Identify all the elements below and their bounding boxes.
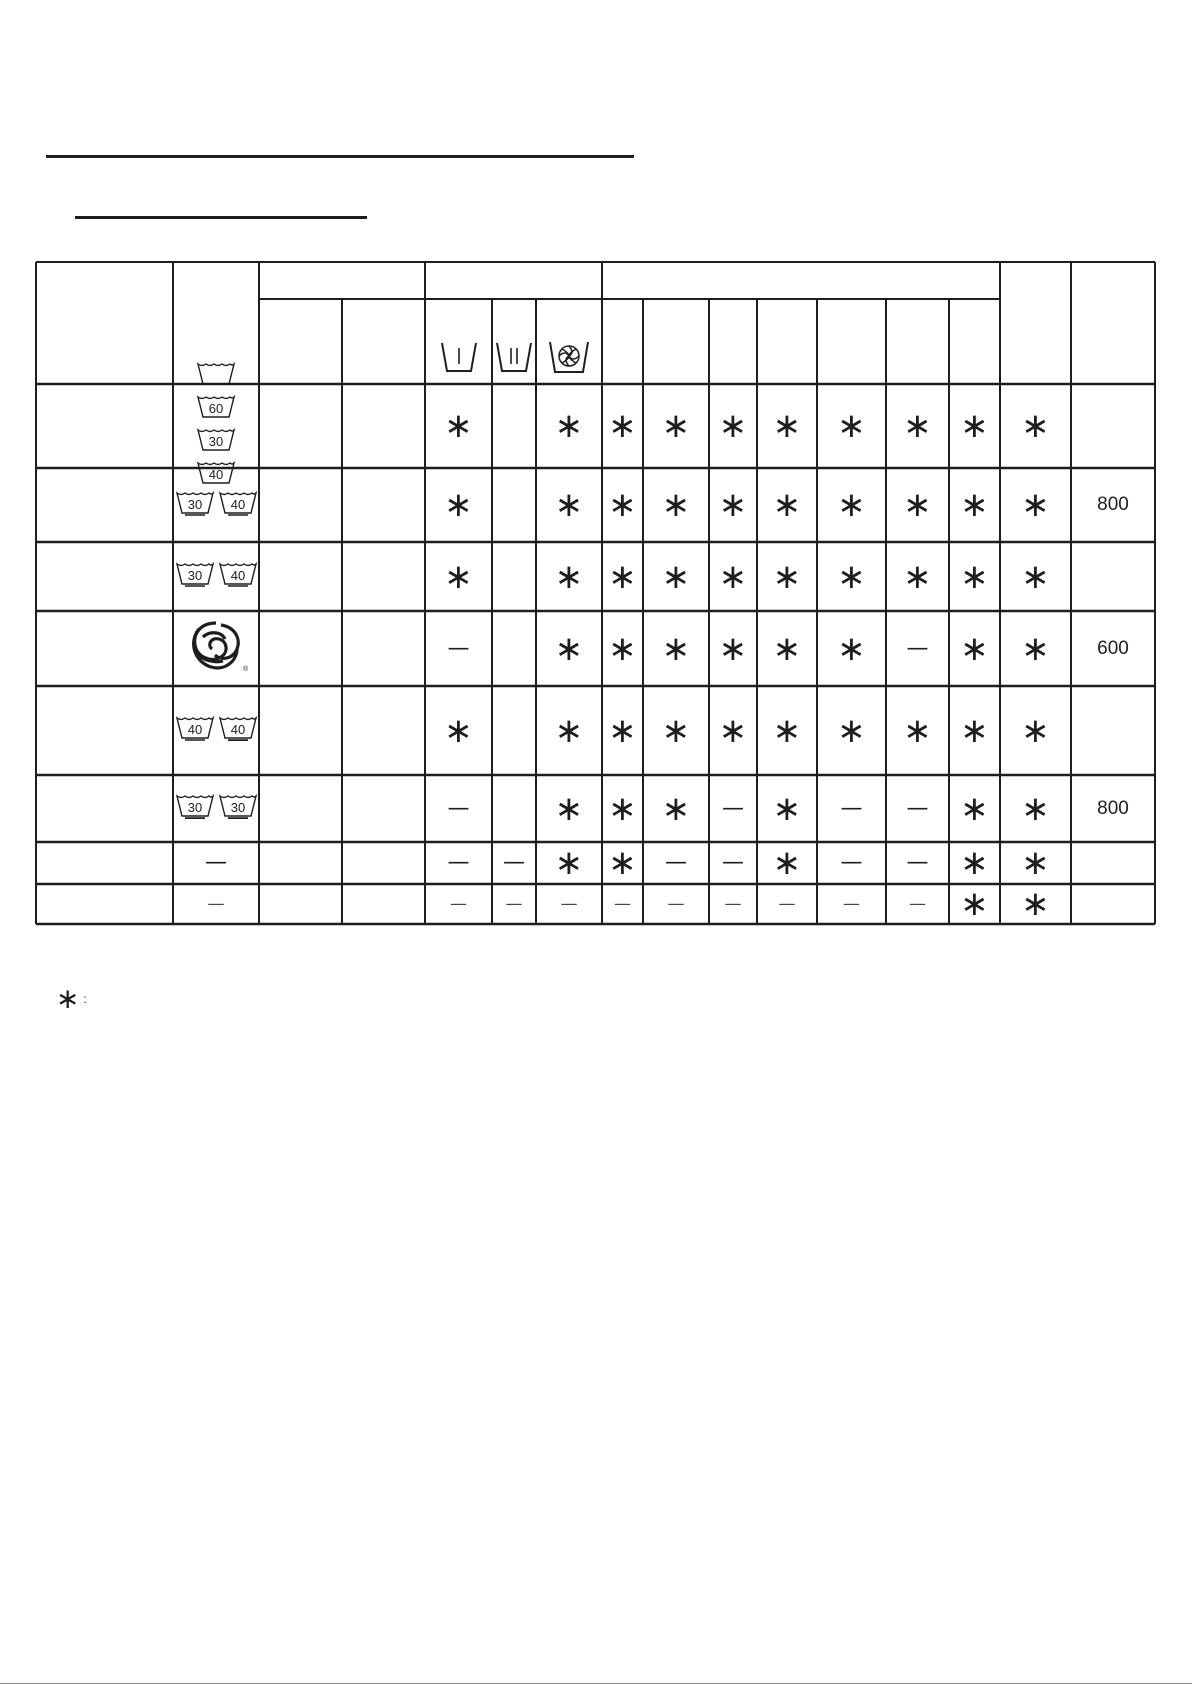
not-available-dash: — xyxy=(560,893,578,914)
availability-cell xyxy=(603,885,642,923)
spin-speed-value: 800 xyxy=(1097,494,1129,515)
availability-cell xyxy=(603,687,642,774)
spin-speed-value: 600 xyxy=(1097,637,1129,659)
available-star-icon: ∗ xyxy=(772,628,802,669)
availability-cell xyxy=(426,776,491,841)
wash-tub-icon xyxy=(175,490,215,521)
wash-tub-icon xyxy=(196,394,236,425)
not-available-dash: — xyxy=(505,893,523,914)
availability-cell xyxy=(818,612,885,685)
available-star-icon: ∗ xyxy=(837,710,866,751)
wash-tub-icon xyxy=(218,715,258,746)
svg-text:40: 40 xyxy=(230,568,245,583)
availability-cell xyxy=(710,885,756,923)
availability-cell xyxy=(887,776,948,841)
availability-cell xyxy=(887,612,948,685)
available-star-icon: ∗ xyxy=(1021,843,1050,883)
svg-text:40: 40 xyxy=(230,496,245,512)
available-star-icon: ∗ xyxy=(960,843,989,883)
compartment-1-icon xyxy=(426,335,491,379)
available-star-icon: ∗ xyxy=(554,556,584,597)
availability-cell xyxy=(493,543,535,610)
availability-cell xyxy=(818,885,885,923)
not-available-dash: — xyxy=(840,795,863,821)
spin-speed-cell xyxy=(1072,885,1154,923)
availability-cell xyxy=(537,469,601,541)
availability-cell xyxy=(644,776,708,841)
availability-cell xyxy=(1001,469,1070,541)
availability-cell xyxy=(710,543,756,610)
availability-cell xyxy=(603,843,642,883)
availability-cell xyxy=(710,612,756,685)
available-star-icon: ∗ xyxy=(554,788,584,829)
svg-text:60: 60 xyxy=(208,401,224,416)
availability-cell xyxy=(537,543,601,610)
availability-cell xyxy=(758,687,816,774)
svg-text:30: 30 xyxy=(230,800,245,815)
not-available-dash: — xyxy=(909,893,926,914)
availability-cell xyxy=(950,885,999,923)
availability-cell xyxy=(950,469,999,541)
available-star-icon: ∗ xyxy=(960,556,989,597)
svg-text:40: 40 xyxy=(187,722,202,737)
available-star-icon: ∗ xyxy=(444,556,473,597)
available-star-icon: ∗ xyxy=(772,485,802,525)
available-star-icon: ∗ xyxy=(554,710,584,751)
available-star-icon: ∗ xyxy=(903,406,932,446)
availability-cell xyxy=(426,687,491,774)
not-available-dash: — xyxy=(503,850,525,875)
spin-speed-cell xyxy=(1072,843,1154,883)
available-star-icon: ∗ xyxy=(661,556,691,597)
not-available-dash: — xyxy=(906,635,929,661)
available-star-icon: ∗ xyxy=(837,406,866,446)
availability-cell xyxy=(426,385,491,467)
legend-separator: : xyxy=(83,992,87,1006)
spin-speed-cell xyxy=(1072,385,1154,467)
available-star-icon: ∗ xyxy=(444,406,473,446)
svg-text:30: 30 xyxy=(187,496,202,512)
available-star-icon: ∗ xyxy=(554,628,584,669)
available-star-icon: ∗ xyxy=(837,485,866,525)
available-star-icon: ∗ xyxy=(608,843,637,883)
availability-cell xyxy=(950,843,999,883)
not-available-dash: — xyxy=(665,850,687,875)
availability-cell xyxy=(1001,776,1070,841)
availability-cell xyxy=(426,612,491,685)
available-star-icon: ∗ xyxy=(608,628,637,669)
not-available-dash: — xyxy=(447,795,470,821)
available-star-icon: ∗ xyxy=(661,406,691,446)
not-available-dash: — xyxy=(614,893,631,914)
availability-cell xyxy=(426,843,491,883)
spin-speed-cell xyxy=(1072,543,1154,610)
availability-cell xyxy=(950,776,999,841)
availability-cell xyxy=(887,843,948,883)
svg-text:30: 30 xyxy=(208,434,224,449)
availability-cell xyxy=(1001,543,1070,610)
availability-cell xyxy=(537,885,601,923)
not-available-dash: — xyxy=(778,893,796,914)
not-available-dash: — xyxy=(840,850,863,875)
available-star-icon: ∗ xyxy=(554,843,584,883)
availability-cell xyxy=(493,885,535,923)
woolmark-icon xyxy=(181,617,251,680)
available-star-icon: ∗ xyxy=(608,485,637,525)
care-symbol-cell xyxy=(174,469,258,541)
not-available-dash: — xyxy=(724,893,742,914)
available-star-icon: ∗ xyxy=(554,406,584,446)
availability-cell xyxy=(950,543,999,610)
availability-cell xyxy=(950,612,999,685)
availability-cell xyxy=(644,687,708,774)
availability-cell xyxy=(758,469,816,541)
spin-speed-cell xyxy=(1072,776,1154,841)
availability-cell xyxy=(603,385,642,467)
availability-cell xyxy=(887,543,948,610)
availability-cell xyxy=(758,843,816,883)
available-star-icon: ∗ xyxy=(837,556,866,597)
not-available-dash: — xyxy=(667,893,685,914)
available-star-icon: ∗ xyxy=(554,485,584,525)
available-star-icon: ∗ xyxy=(1021,556,1050,597)
availability-cell xyxy=(758,612,816,685)
availability-cell xyxy=(644,843,708,883)
spin-speed-cell xyxy=(1072,612,1154,685)
svg-text:®: ® xyxy=(243,666,249,673)
wash-tub-icon xyxy=(218,561,258,592)
availability-cell xyxy=(537,687,601,774)
availability-cell xyxy=(426,543,491,610)
availability-cell xyxy=(493,776,535,841)
availability-cell xyxy=(426,469,491,541)
availability-cell xyxy=(710,469,756,541)
availability-cell xyxy=(818,776,885,841)
wash-tub-icon xyxy=(175,715,215,746)
softener-icon xyxy=(537,335,601,379)
available-star-icon: ∗ xyxy=(661,710,691,751)
availability-cell xyxy=(887,385,948,467)
availability-cell xyxy=(887,885,948,923)
spin-speed-value: 800 xyxy=(1097,797,1129,819)
available-star-icon: ∗ xyxy=(772,710,802,751)
wash-tub-icon xyxy=(196,361,236,392)
page-bottom-edge xyxy=(0,1683,1192,1684)
availability-cell xyxy=(758,776,816,841)
availability-cell xyxy=(493,469,535,541)
svg-text:30: 30 xyxy=(187,800,202,815)
care-symbol-cell xyxy=(174,612,258,685)
availability-cell xyxy=(493,612,535,685)
availability-cell xyxy=(1001,843,1070,883)
available-star-icon: ∗ xyxy=(1021,884,1050,924)
availability-cell xyxy=(603,543,642,610)
availability-cell xyxy=(537,612,601,685)
available-star-icon: ∗ xyxy=(718,556,748,597)
availability-cell xyxy=(644,385,708,467)
available-star-icon: ∗ xyxy=(960,406,989,446)
availability-cell xyxy=(758,885,816,923)
available-star-icon: ∗ xyxy=(661,788,691,829)
available-star-icon: ∗ xyxy=(718,485,748,525)
available-star-icon: ∗ xyxy=(608,556,637,597)
legend-star-icon: ∗ xyxy=(56,982,80,1015)
available-star-icon: ∗ xyxy=(718,406,748,446)
available-star-icon: ∗ xyxy=(772,843,802,883)
available-star-icon: ∗ xyxy=(718,710,748,751)
not-available-dash: — xyxy=(722,850,744,875)
available-star-icon: ∗ xyxy=(1021,628,1050,669)
available-star-icon: ∗ xyxy=(903,710,932,751)
dash-mark: — xyxy=(205,850,227,875)
available-star-icon: ∗ xyxy=(1021,485,1050,525)
available-star-icon: ∗ xyxy=(960,485,989,525)
not-available-dash: — xyxy=(722,795,744,821)
care-symbol-cell xyxy=(174,687,258,774)
available-star-icon: ∗ xyxy=(608,788,637,829)
dash-mark: — xyxy=(207,893,225,914)
availability-cell xyxy=(710,776,756,841)
available-star-icon: ∗ xyxy=(444,485,473,525)
svg-text:30: 30 xyxy=(187,568,202,583)
wash-tub-icon xyxy=(196,427,236,458)
available-star-icon: ∗ xyxy=(772,406,802,446)
availability-cell xyxy=(1001,687,1070,774)
available-star-icon: ∗ xyxy=(661,485,691,525)
spin-speed-cell xyxy=(1072,687,1154,774)
available-star-icon: ∗ xyxy=(772,788,802,829)
legend xyxy=(56,982,87,1015)
available-star-icon: ∗ xyxy=(960,710,989,751)
available-star-icon: ∗ xyxy=(718,628,748,669)
availability-cell xyxy=(644,885,708,923)
care-symbol-cell xyxy=(174,885,258,923)
availability-cell xyxy=(887,469,948,541)
availability-cell xyxy=(426,885,491,923)
availability-cell xyxy=(710,843,756,883)
not-available-dash: — xyxy=(450,893,467,914)
availability-cell xyxy=(603,612,642,685)
care-symbol-cell xyxy=(174,776,258,841)
available-star-icon: ∗ xyxy=(837,628,866,669)
svg-text:40: 40 xyxy=(208,467,224,482)
availability-cell xyxy=(644,469,708,541)
availability-cell xyxy=(644,543,708,610)
availability-cell xyxy=(537,776,601,841)
available-star-icon: ∗ xyxy=(444,710,473,751)
availability-cell xyxy=(710,385,756,467)
availability-cell xyxy=(818,385,885,467)
availability-cell xyxy=(758,385,816,467)
availability-cell xyxy=(758,543,816,610)
availability-cell xyxy=(1001,612,1070,685)
available-star-icon: ∗ xyxy=(960,788,989,829)
not-available-dash: — xyxy=(447,850,470,875)
available-star-icon: ∗ xyxy=(903,485,932,525)
not-available-dash: — xyxy=(906,850,929,875)
availability-cell xyxy=(818,843,885,883)
availability-cell xyxy=(818,469,885,541)
wash-tub-icon xyxy=(218,793,258,824)
availability-cell xyxy=(537,385,601,467)
available-star-icon: ∗ xyxy=(608,710,637,751)
care-symbol-cell xyxy=(174,385,258,482)
availability-cell xyxy=(818,687,885,774)
availability-cell xyxy=(537,843,601,883)
not-available-dash: — xyxy=(906,795,929,821)
available-star-icon: ∗ xyxy=(1021,710,1050,751)
available-star-icon: ∗ xyxy=(1021,788,1050,829)
availability-cell xyxy=(950,687,999,774)
care-symbol-cell xyxy=(174,543,258,610)
availability-cell xyxy=(493,385,535,467)
available-star-icon: ∗ xyxy=(960,884,989,924)
available-star-icon: ∗ xyxy=(960,628,989,669)
availability-cell xyxy=(710,687,756,774)
availability-cell xyxy=(493,843,535,883)
not-available-dash: — xyxy=(447,635,470,661)
wash-tub-icon xyxy=(175,561,215,592)
availability-cell xyxy=(1001,385,1070,467)
availability-cell xyxy=(887,687,948,774)
compartment-2-icon xyxy=(493,335,535,379)
wash-tub-icon xyxy=(175,793,215,824)
availability-cell xyxy=(1001,885,1070,923)
available-star-icon: ∗ xyxy=(661,628,691,669)
available-star-icon: ∗ xyxy=(772,556,802,597)
wash-tub-icon xyxy=(218,490,258,521)
available-star-icon: ∗ xyxy=(608,406,637,446)
availability-cell xyxy=(603,776,642,841)
not-available-dash: — xyxy=(843,893,860,914)
availability-cell xyxy=(603,469,642,541)
available-star-icon: ∗ xyxy=(903,556,932,597)
available-star-icon: ∗ xyxy=(1021,406,1050,446)
availability-cell xyxy=(644,612,708,685)
availability-cell xyxy=(950,385,999,467)
svg-text:40: 40 xyxy=(230,722,245,737)
spin-speed-cell xyxy=(1072,469,1154,541)
availability-cell xyxy=(818,543,885,610)
availability-cell xyxy=(493,687,535,774)
care-symbol-cell xyxy=(174,843,258,883)
